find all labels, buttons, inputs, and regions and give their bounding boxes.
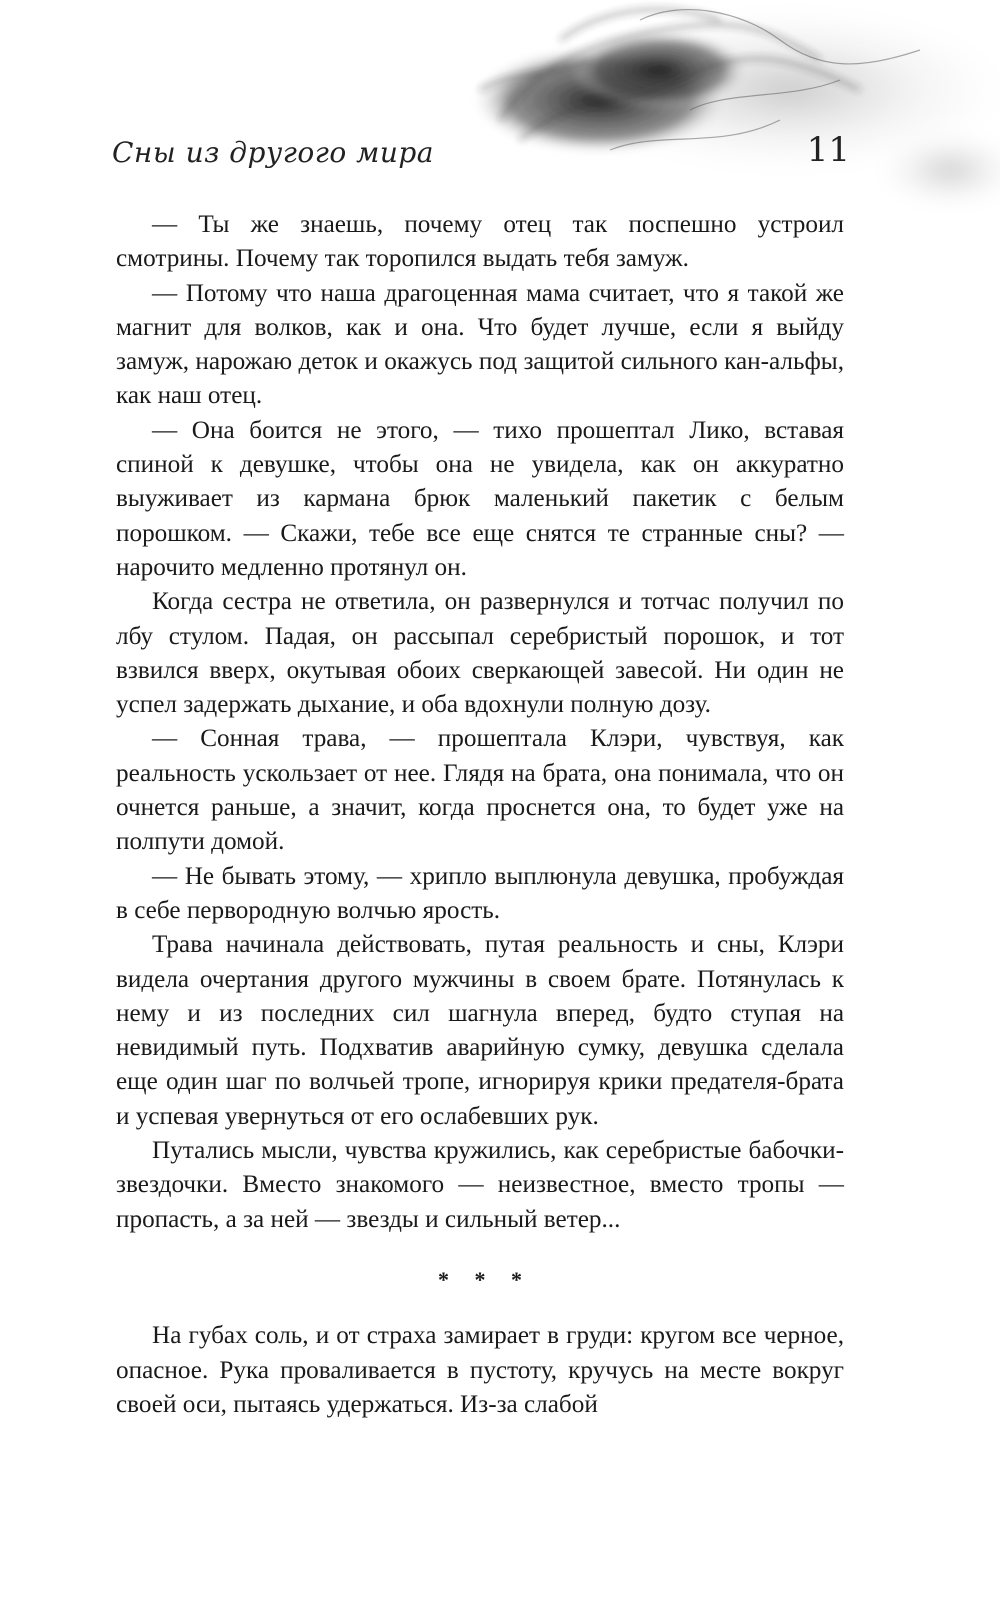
- paragraph: — Ты же знаешь, почему отец так поспешно устроил смотрины. Почему так торопился выдать тебя замуж.: [116, 211, 844, 273]
- paragraph: На губах соль, и от страха замирает в груди: кругом все черное, опасное. Рука проваливается в пустоту, кручусь на месте вокруг своей оси, пытаясь удержаться. Из-за слабой: [116, 1322, 844, 1418]
- page-number: 11: [806, 130, 850, 170]
- running-title: Сны из другого мира: [112, 136, 434, 169]
- paragraph: Путались мысли, чувства кружились, как серебристые бабочки-звездочки. Вместо знакомого — неизвестное, вместо тропы — пропасть, а за ней — звезды и сильный ветер...: [116, 1137, 844, 1233]
- paragraph: Трава начинала действовать, путая реальность и сны, Клэри видела очертания другого мужчины в своем брате. Потянулась к нему и из последних сил шагнула вперед, будто ступая на невидимый путь. Подхватив аварийную сумку, девушка сделала еще один шаг по волчьей тропе, игнорируя крики предателя-брата и успевая увернуться от его ослабевших рук.: [116, 931, 844, 1130]
- paragraph: — Не бывать этому, — хрипло выплюнула девушка, пробуждая в себе первородную волчью ярость.: [116, 862, 844, 924]
- section-separator: * * *: [438, 1266, 532, 1292]
- body-text: [116, 208, 844, 1422]
- paragraph: Когда сестра не ответила, он развернулся и тотчас получил по лбу стулом. Падая, он рассыпал серебристый порошок, и тот взвился вверх, окутывая обоих сверкающей завесой. Ни один не успел задержать дыхание, и оба вдохнули полную дозу.: [116, 588, 844, 719]
- paragraph: — Потому что наша драгоценная мама считает, что я такой же магнит для волков, как и она. Что будет лучше, если я выйду замуж, нарожаю деток и окажусь под защитой сильного кан-альфы, как наш отец.: [116, 279, 844, 410]
- ink-smoke-decoration: [360, 0, 1000, 220]
- paragraph: — Сонная трава, — прошептала Клэри, чувствуя, как реальность ускользает от нее. Глядя на брата, она понимала, что он очнется раньше, а значит, когда проснется она, то будет уже на полпути домой.: [116, 725, 844, 856]
- paragraph: — Она боится не этого, — тихо прошептал Лико, вставая спиной к девушке, чтобы она не увидела, как он аккуратно выуживает из кармана брюк маленький пакетик с белым порошком. — Скажи, тебе все еще снятся те странные сны? — нарочито медленно протянул он.: [116, 416, 844, 581]
